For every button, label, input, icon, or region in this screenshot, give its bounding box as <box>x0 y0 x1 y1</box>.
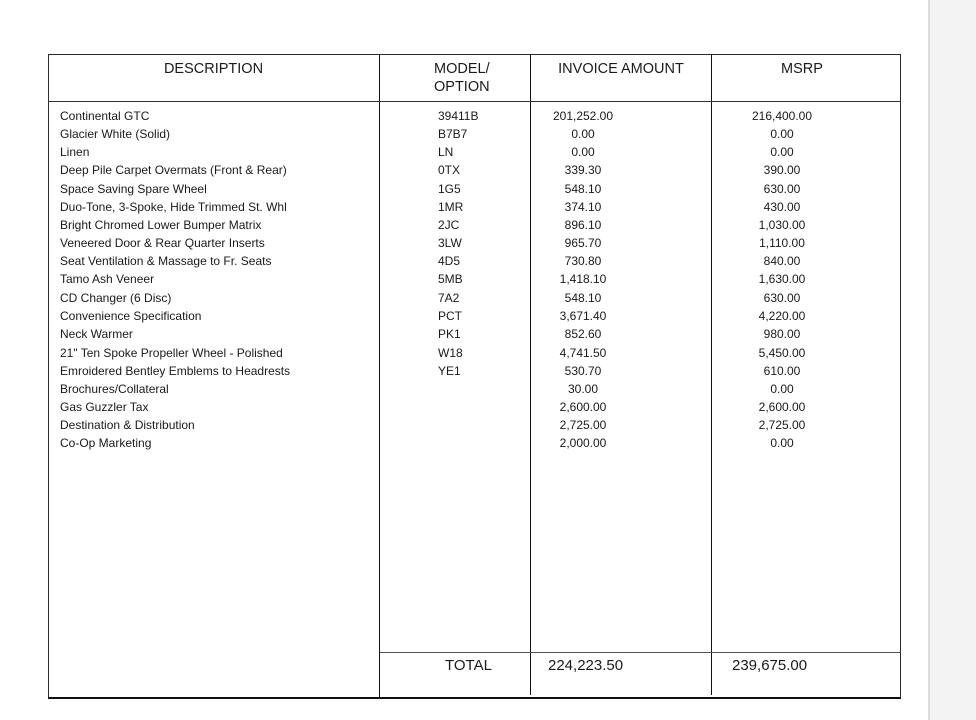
cell-msrp: 2,725.00 <box>758 418 806 432</box>
cell-description: 21" Ten Spoke Propeller Wheel - Polished <box>60 346 283 360</box>
cell-description: Glacier White (Solid) <box>60 127 171 141</box>
cell-invoice: 30.00 <box>567 382 599 396</box>
cell-msrp: 4,220.00 <box>758 309 806 323</box>
cell-invoice: 730.80 <box>564 254 602 268</box>
cell-msrp: 0.00 <box>770 145 794 159</box>
total-separator <box>380 652 901 653</box>
cell-description: Gas Guzzler Tax <box>60 400 149 414</box>
cell-description: Convenience Specification <box>60 309 202 323</box>
total-label: TOTAL <box>445 657 492 674</box>
cell-invoice: 896.10 <box>564 218 602 232</box>
scrollbar-panel[interactable] <box>928 0 976 720</box>
cell-model: YE1 <box>438 364 461 378</box>
header-model-option <box>420 60 506 96</box>
cell-description: Veneered Door & Rear Quarter Inserts <box>60 236 265 250</box>
cell-msrp: 1,110.00 <box>759 236 805 250</box>
cell-model: 7A2 <box>438 291 460 305</box>
header-model-line1: MODEL/ <box>434 61 490 77</box>
cell-msrp: 390.00 <box>763 163 801 177</box>
cell-description: Duo-Tone, 3-Spoke, Hide Trimmed St. Whl <box>60 200 287 214</box>
cell-invoice: 339.30 <box>564 163 602 177</box>
cell-invoice: 201,252.00 <box>552 109 614 123</box>
cell-msrp: 980.00 <box>763 327 801 341</box>
cell-msrp: 0.00 <box>770 127 794 141</box>
total-invoice: 224,223.50 <box>548 657 624 674</box>
column-divider-description <box>379 54 380 698</box>
cell-model: 1G5 <box>438 182 461 196</box>
cell-description: Co-Op Marketing <box>60 436 152 450</box>
cell-description: Destination & Distribution <box>60 418 195 432</box>
cell-model: LN <box>438 145 454 159</box>
cell-msrp: 0.00 <box>770 382 794 396</box>
cell-model: B7B7 <box>438 127 468 141</box>
cell-invoice: 374.10 <box>564 200 602 214</box>
cell-invoice: 2,600.00 <box>559 400 607 414</box>
cell-description: Continental GTC <box>60 109 150 123</box>
cell-model: 3LW <box>438 236 462 250</box>
cell-invoice: 852.60 <box>564 327 602 341</box>
header-separator <box>48 101 901 102</box>
cell-invoice: 0.00 <box>571 127 595 141</box>
cell-description: Neck Warmer <box>60 327 133 341</box>
cell-invoice: 0.00 <box>571 145 595 159</box>
cell-invoice: 2,000.00 <box>559 436 607 450</box>
cell-description: Tamo Ash Veneer <box>60 272 155 286</box>
header-model-line2: OPTION <box>434 79 490 95</box>
cell-msrp: 630.00 <box>763 182 801 196</box>
cell-description: Deep Pile Carpet Overmats (Front & Rear) <box>60 163 287 177</box>
cell-msrp: 0.00 <box>770 436 794 450</box>
cell-invoice: 3,671.40 <box>559 309 607 323</box>
cell-description: Seat Ventilation & Massage to Fr. Seats <box>60 254 272 268</box>
cell-msrp: 5,450.00 <box>758 346 806 360</box>
total-msrp: 239,675.00 <box>732 657 808 674</box>
header-description: DESCRIPTION <box>163 61 264 77</box>
cell-msrp: 1,030.00 <box>758 218 806 232</box>
cell-msrp: 610.00 <box>763 364 801 378</box>
cell-model: 0TX <box>438 163 461 177</box>
cell-msrp: 216,400.00 <box>751 109 813 123</box>
cell-description: CD Changer (6 Disc) <box>60 291 172 305</box>
cell-description: Space Saving Spare Wheel <box>60 182 207 196</box>
header-msrp: MSRP <box>781 61 823 77</box>
cell-description: Bright Chromed Lower Bumper Matrix <box>60 218 262 232</box>
cell-description: Emroidered Bentley Emblems to Headrests <box>60 364 291 378</box>
cell-invoice: 530.70 <box>564 364 602 378</box>
cell-model: PK1 <box>438 327 461 341</box>
header-invoice-amount: INVOICE AMOUNT <box>558 61 684 77</box>
cell-model: 2JC <box>438 218 460 232</box>
cell-model: 5MB <box>438 272 463 286</box>
cell-model: 4D5 <box>438 254 461 268</box>
cell-msrp: 630.00 <box>763 291 801 305</box>
cell-msrp: 430.00 <box>763 200 801 214</box>
cell-description: Brochures/Collateral <box>60 382 169 396</box>
cell-invoice: 965.70 <box>564 236 602 250</box>
cell-msrp: 840.00 <box>763 254 801 268</box>
cell-model: W18 <box>438 346 463 360</box>
cell-description: Linen <box>60 145 90 159</box>
cell-model: 39411B <box>438 109 479 123</box>
cell-invoice: 548.10 <box>564 291 602 305</box>
cell-msrp: 2,600.00 <box>758 400 806 414</box>
cell-invoice: 548.10 <box>564 182 602 196</box>
cell-invoice: 1,418.10 <box>559 272 607 286</box>
cell-model: 1MR <box>438 200 464 214</box>
cell-msrp: 1,630.00 <box>758 272 806 286</box>
cell-invoice: 2,725.00 <box>559 418 607 432</box>
cell-invoice: 4,741.50 <box>559 346 607 360</box>
cell-model: PCT <box>438 309 462 323</box>
